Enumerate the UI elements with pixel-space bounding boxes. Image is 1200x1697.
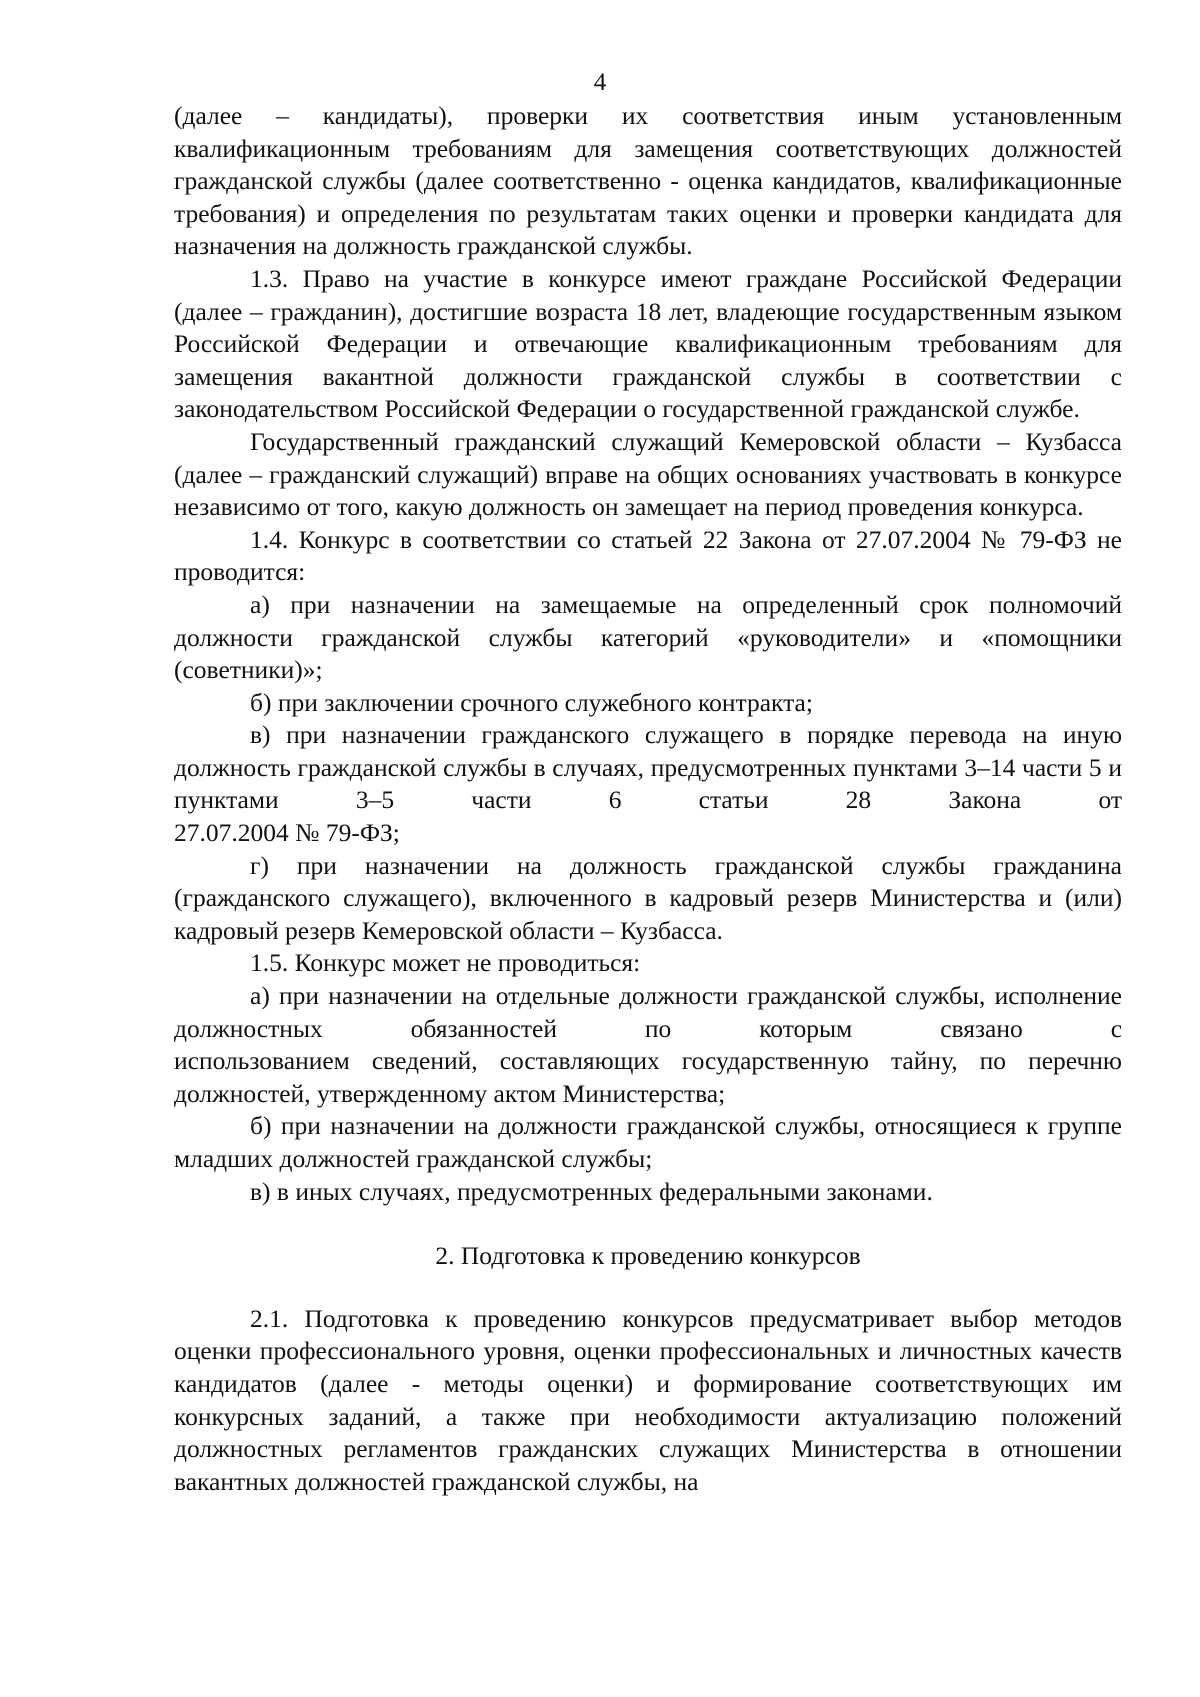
paragraph-1-5-v: в) в иных случаях, предусмотренных федеральными законами. (250, 1176, 933, 1206)
document-body (174, 100, 1122, 1498)
paragraph-1-4-b: б) при заключении срочного служебного контракта; (250, 687, 813, 717)
paragraph-continuation: (далее – кандидаты), проверки их соответствия иным установленным квалификационным требованиям для замещения соответствующих должностей гражданской службы (далее соответственно - оценка кандидатов, квалификационные требования) и определения по результатам таких оценки и проверки кандидата для назначения на должность гражданской службы. (174, 101, 1122, 261)
paragraph-2-1: 2.1. Подготовка к проведению конкурсов предусматривает выбор методов оценки профессионального уровня, оценки профессиональных и личностных качеств кандидатов (далее - методы оценки) и формирование соответствующих им конкурсных заданий, а также при необходимости актуализацию положений должностных регламентов гражданских служащих Министерства в отношении вакантных должностей гражданской службы, на (174, 1303, 1122, 1496)
section-heading: 2. Подготовка к проведению конкурсов (435, 1241, 861, 1271)
paragraph-1-4-g: г) при назначении на должность гражданской службы гражданина (гражданского служащего), включенного в кадровый резерв Министерства и (или) кадровый резерв Кемеровской области – Кузбасса. (174, 850, 1122, 945)
paragraph-1-5-b: б) при назначении на должности гражданской службы, относящиеся к группе младших должностей гражданской службы; (174, 1111, 1122, 1173)
paragraph-1-5-a (174, 980, 1122, 1110)
paragraph-1-5-a-text: а) при назначении на отдельные должности гражданской службы, исполнение должностных обязанностей по которым связано (174, 981, 1122, 1043)
page-number: 4 (593, 69, 607, 96)
paragraph-1-5: 1.5. Конкурс может не проводиться: (250, 948, 641, 978)
paragraph-1-3: 1.3. Право на участие в конкурсе имеют граждане Российской Федерации (далее – гражданин), достигшие возраста 18 лет, владеющие государственным языком Российской Федерации и отвечающие квалификационным требованиям для замещения вакантной должности гражданской службы в соответствии с законодательством Российской Федерации о государственной гражданской службе. (174, 263, 1122, 424)
paragraph-1-4-a: а) при назначении на замещаемые на определенный срок полномочий должности гражданской службы категорий «руководители» и «помощники (советники)»; (174, 589, 1122, 685)
word-s: с (1110, 1013, 1123, 1043)
paragraph-civil-servant: Государственный гражданский служащий Кемеровской области – Кузбасса (далее – гражданский служащий) вправе на общих основаниях участвовать в конкурсе независимо от того, какую должность он замещает на период проведения конкурса. (174, 426, 1122, 522)
paragraph-1-4: 1.4. Конкурс в соответствии со статьей 22 Закона от 27.07.2004 № 79-ФЗ не проводится: (174, 524, 1122, 587)
word-ot: от (1098, 785, 1123, 815)
paragraph-1-4-v-text: в) при назначении гражданского служащего в порядке перевода на иную должность гражданской службы в случаях, предусмотренных пунктами 3–14 части 5 и пунктами 3–5 части 6 статьи 28 Закона (174, 720, 1122, 815)
paragraph-1-5-a-tail: использованием сведений, составляющих государственную тайну, по перечню должностей, утвержденному актом Министерства; (174, 1046, 1122, 1108)
paragraph-1-4-v-tail: 27.07.2004 № 79-ФЗ; (174, 818, 400, 848)
paragraph-1-4-v (174, 719, 1122, 849)
